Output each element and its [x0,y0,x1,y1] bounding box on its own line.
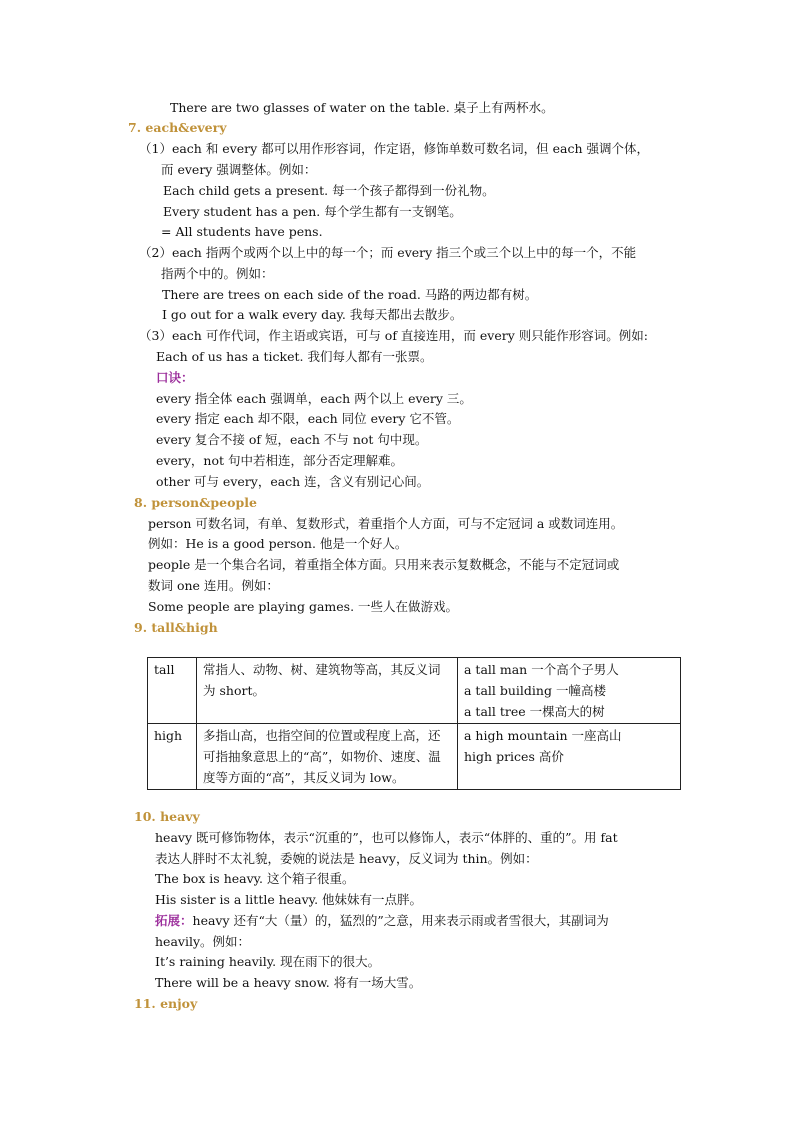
example-sentence: His sister is a little heavy. 他妹妹有一点胖。 [155,892,423,907]
section-heading-each-every: 7. each&every [128,120,227,135]
paragraph-line: （3）each 可作代词，作主语或宾语，可与 of 直接连用，而 every 则只能作形容词。例如: [139,328,648,343]
mnemonic-line: every，not 句中若相连，部分否定理解难。 [156,453,403,468]
table-cell: tall [148,658,197,724]
table-cell: 常指人、动物、树、建筑物等高，其反义词为 short。 [197,658,458,724]
mnemonic-line: other 可与 every，each 连，含义有别记心间。 [156,474,430,489]
mnemonic-label: 口诀： [156,370,194,385]
section-heading-tall-high: 9. tall&high [134,620,218,635]
example-sentence: There are two glasses of water on the table. 桌子上有两杯水。 [170,100,554,115]
paragraph-line: （2）each 指两个或两个以上中的每一个；而 every 指三个或三个以上中的每一个，不能 [139,245,637,260]
paragraph-line: 指两个中的。例如： [161,266,274,281]
example-sentence: Every student has a pen. 每个学生都有一支钢笔。 [163,204,462,219]
example-sentence: It’s raining heavily. 现在雨下的很大。 [155,954,381,969]
paragraph-line: 表达人胖时不太礼貌，委婉的说法是 heavy，反义词为 thin。例如： [155,851,538,866]
mnemonic-line: every 指定 each 却不限，each 同位 every 它不管。 [156,411,460,426]
paragraph-line: （1）each 和 every 都可以用作形容词，作定语，修饰单数可数名词，但 each 强调个体， [139,141,650,156]
table-cell [458,724,681,790]
table-example: a high mountain 一座高山 [464,728,622,743]
paragraph-line: 数词 one 连用。例如： [148,578,279,593]
table-example: a tall man 一个高个子男人 [464,662,619,677]
mnemonic-line: every 复合不接 of 短，each 不与 not 句中现。 [156,432,428,447]
example-sentence: I go out for a walk every day. 我每天都出去散步。 [162,307,463,322]
table-row [148,724,681,790]
table-example: a tall tree 一棵高大的树 [464,704,605,719]
example-sentence: Each child gets a present. 每一个孩子都得到一份礼物。 [163,183,495,198]
section-heading-person-people: 8. person&people [134,495,257,510]
example-sentence: = All students have pens. [161,224,323,239]
mnemonic-line: every 指全体 each 强调单，each 两个以上 every 三。 [156,391,472,406]
table-cell [458,658,681,724]
example-sentence: The box is heavy. 这个箱子很重。 [155,871,355,886]
paragraph-line: 而 every 强调整体。例如： [161,162,317,177]
example-sentence: There will be a heavy snow. 将有一场大雪。 [155,975,422,990]
tall-high-table [147,657,681,790]
table-cell: high [148,724,197,790]
extension-label: 拓展： [155,913,193,928]
paragraph-line [155,912,609,930]
example-sentence: Some people are playing games. 一些人在做游戏。 [148,599,459,614]
example-sentence: There are trees on each side of the road. 马路的两边都有树。 [162,287,538,302]
extension-text: heavy 还有“大（量）的，猛烈的”之意，用来表示雨或者雪很大，其副词为 [192,913,609,928]
table-example: high prices 高价 [464,749,564,764]
example-sentence: Each of us has a ticket. 我们每人都有一张票。 [156,349,433,364]
table-cell: 多指山高，也指空间的位置或程度上高，还可指抽象意思上的“高”，如物价、速度、温度等方面的“高”，其反义词为 low。 [197,724,458,790]
section-heading-heavy: 10. heavy [134,809,200,824]
paragraph-line: heavily。例如： [155,934,251,949]
table-row [148,658,681,724]
section-heading-enjoy: 11. enjoy [134,996,198,1011]
table-example: a tall building 一幢高楼 [464,683,606,698]
paragraph-line: heavy 既可修饰物体，表示“沉重的”，也可以修饰人，表示“体胖的、重的”。用 fat [155,830,618,845]
paragraph-line: 例如：He is a good person. 他是一个好人。 [148,536,408,551]
paragraph-line: people 是一个集合名词，着重指全体方面。只用来表示复数概念，不能与不定冠词或 [148,557,620,572]
paragraph-line: person 可数名词，有单、复数形式，着重指个人方面，可与不定冠词 a 或数词连用。 [148,516,624,531]
